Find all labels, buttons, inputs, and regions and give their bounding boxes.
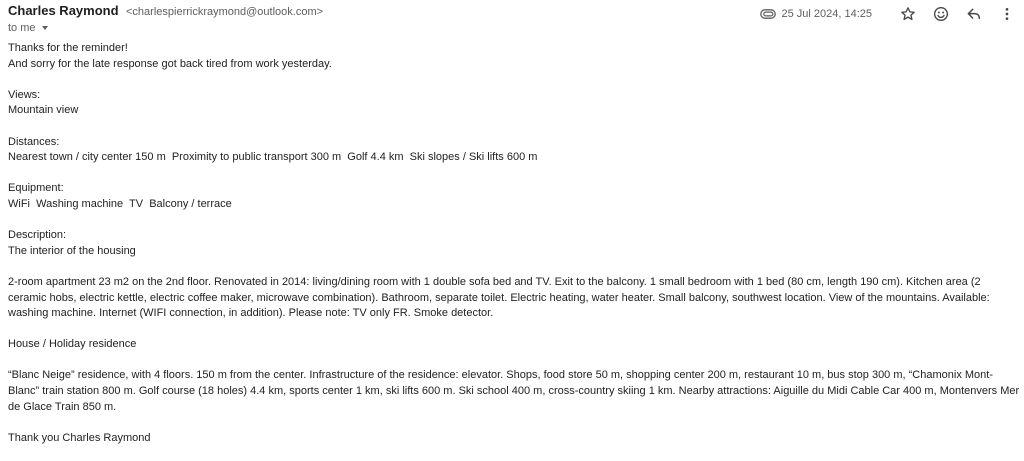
reply-icon[interactable] <box>963 3 985 25</box>
views-heading: Views: <box>8 88 41 101</box>
views-section <box>8 88 1020 119</box>
message-meta <box>760 3 1018 25</box>
distances-value: Nearest town / city center 150 m Proximity to public transport 300 m Golf 4.4 km Ski slopes / Ski lifts 600 m <box>8 151 538 164</box>
distances-section <box>8 135 1020 166</box>
distances-heading: Distances: <box>8 135 60 148</box>
chevron-down-icon <box>42 26 48 30</box>
smiley-icon[interactable] <box>930 3 952 25</box>
apartment-paragraph: 2-room apartment 23 m2 on the 2nd floor. Renovated in 2014: living/dining room with 1 double sofa bed and TV. Exit to the balcony. 1 small bedroom with 1 bed (80 cm, length 190 cm). Kitchen area (2 ceramic hobs, electric kettle, electric coffee maker, microwave combination). Bathroom, separate toilet. Electric heating, water heater. Small balcony, southwest location. View of the mountains. Available: washing machine. Internet (WIFI connection, in addition). Please note: TV only FR. Smoke detector. <box>8 275 990 320</box>
sender-line <box>8 3 323 20</box>
message-date: 25 Jul 2024, 14:25 <box>781 8 872 20</box>
signoff: Thank you Charles Raymond <box>8 431 151 444</box>
description-section <box>8 228 1020 259</box>
sender-name[interactable]: Charles Raymond <box>8 3 119 18</box>
description-value: The interior of the housing <box>8 244 136 257</box>
paperclip-icon <box>760 7 776 21</box>
recipient-label: to me <box>8 22 36 34</box>
star-icon[interactable] <box>897 3 919 25</box>
sender-email: <charlespierrickraymond@outlook.com> <box>126 6 324 18</box>
intro-line: And sorry for the late response got back tired from work yesterday. <box>8 57 332 70</box>
more-vert-icon[interactable] <box>996 3 1018 25</box>
description-heading: Description: <box>8 229 67 242</box>
equipment-value: WiFi Washing machine TV Balcony / terrace <box>8 197 232 210</box>
recipient-details-toggle[interactable] <box>8 22 48 34</box>
equipment-heading: Equipment: <box>8 182 64 195</box>
equipment-section <box>8 181 1020 212</box>
message-header <box>8 3 1018 43</box>
views-value: Mountain view <box>8 104 79 117</box>
residence-paragraph: “Blanc Neige” residence, with 4 floors. 150 m from the center. Infrastructure of the residence: elevator. Shops, food store 50 m, shopping center 200 m, restaurant 10 m, bus stop 300 m, “Chamonix Mont-Blanc” train station 800 m. Golf course (18 holes) 4.4 km, sports center 1 km, ski lifts 600 m. Ski school 400 m, cross-country skiing 1 km. Nearby attractions: Aiguille du Midi Cable Car 400 m, Montenvers Mer de Glace Train 850 m. <box>8 369 1020 413</box>
intro-paragraph <box>8 41 1020 72</box>
message-body <box>8 41 1020 446</box>
intro-line: Thanks for the reminder! <box>8 42 128 54</box>
residence-heading: House / Holiday residence <box>8 338 137 351</box>
